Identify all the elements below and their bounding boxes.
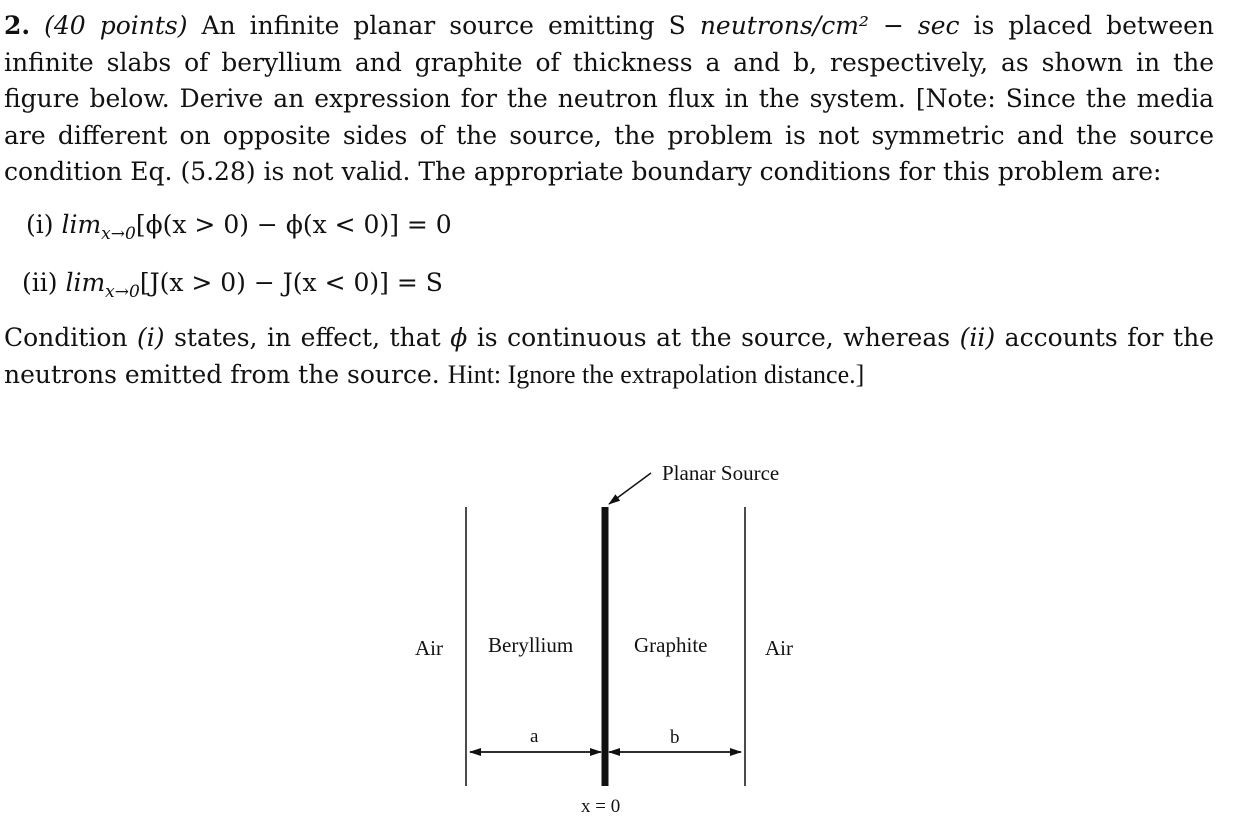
condition-ii-expr: [J(x > 0) − J(x < 0)] = S [139,268,443,297]
closing-phi: ϕ [450,323,468,352]
closing-text-3: is continuous at the source, whereas [476,323,951,352]
problem-sentence-rest: is placed between infinite slabs of beryllium and graphite of thickness a and b, respectively, as shown in the figure below. Derive an expression for the neutron flux in the system. [Note: Since the media are different on opposite sides of the source, the problem is not symmetric and the source condition Eq. (5.28) is not valid. The appropriate boundary conditions for this problem are: [4,11,1215,186]
problem-points: (40 points) [44,11,188,40]
closing-text-2: states, in effect, that [174,323,441,352]
closing-text-1: Condition [4,323,128,352]
air-right-label: Air [765,636,793,660]
graphite-label: Graphite [634,633,708,657]
closing-hint: Hint: Ignore the extrapolation distance.] [447,359,865,389]
problem-sentence-start: An infinite planar source emitting S [201,11,686,40]
dim-b-label: b [670,727,680,748]
condition-i-expr: [ϕ(x > 0) − ϕ(x < 0)] = 0 [135,210,452,239]
beryllium-label: Beryllium [488,633,574,657]
problem-number: 2. [4,11,31,40]
origin-label: x = 0 [581,796,621,817]
condition-i-lim: lim [61,210,102,239]
condition-ii-lim: lim [65,268,106,297]
dim-a-label: a [530,726,539,747]
condition-ii-label: (ii) [22,268,58,297]
closing-text-4: accounts for the neutrons emitted from the source. [4,323,1214,389]
condition-i-sub: x→0 [101,224,136,244]
closing-ref-ii: (ii) [959,323,996,352]
planar-source-label: Planar Source [662,461,780,485]
condition-i-label: (i) [26,210,54,239]
condition-ii-sub: x→0 [105,282,140,302]
source-pointer-arrow [609,473,651,504]
air-left-label: Air [415,636,443,660]
closing-ref-i: (i) [137,323,165,352]
problem-units: neutrons/cm² − sec [699,11,960,40]
